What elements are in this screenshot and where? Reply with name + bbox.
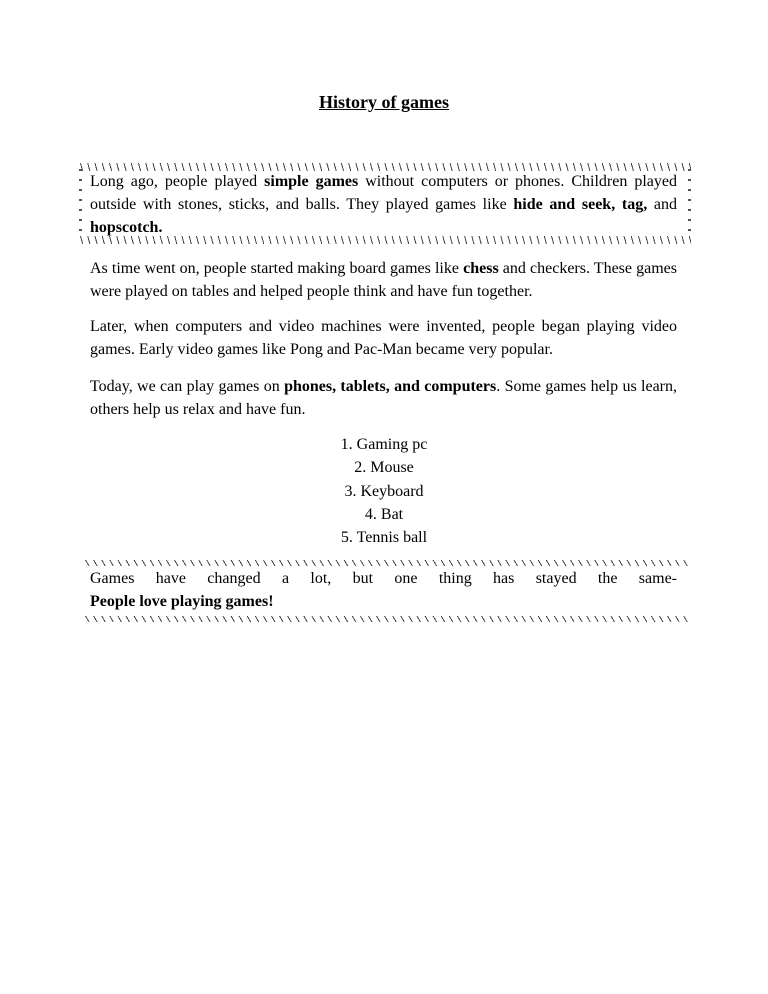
border-top <box>85 560 691 566</box>
today-bold-1: phones, tablets, and computers <box>284 378 497 395</box>
board-text-1: As time went on, people started making board games like <box>90 260 464 277</box>
today-text-2: . Some games help us learn, others help us relax and have fun. <box>90 378 678 418</box>
intro-bold-1: simple games <box>264 173 359 190</box>
border-left <box>79 169 82 236</box>
border-right <box>688 169 691 236</box>
video-games-paragraph: Later, when computers and video machines were invented, people began playing video games. Early video games like Pong and Pac-Man became very popular. <box>90 318 677 358</box>
intro-bold-3: hopscotch. <box>90 219 163 236</box>
intro-text-2: without computers or phones. Children played outside with stones, sticks, and balls. They played games like <box>90 173 678 213</box>
page-title: History of games <box>319 92 449 112</box>
closing-paragraph <box>90 567 677 613</box>
board-games-paragraph <box>90 257 677 303</box>
numbered-list <box>0 433 768 549</box>
intro-text-3: and <box>647 196 678 213</box>
today-text-1: Today, we can play games on <box>90 378 285 395</box>
closing-line-1: Games have changed a lot, but one thing has stayed the same- <box>90 570 677 587</box>
closing-line-2: People love playing games! <box>90 593 274 610</box>
list-item: 5. Tennis ball <box>340 529 428 547</box>
today-paragraph <box>90 375 677 421</box>
list-item: 4. Bat <box>364 505 404 523</box>
intro-paragraph <box>90 170 677 239</box>
list-item: 2. Mouse <box>354 459 414 477</box>
board-text-2: and checkers. These games were played on tables and helped people think and have fun together. <box>90 260 678 300</box>
list-item: 1. Gaming pc <box>340 436 428 453</box>
border-bottom <box>85 616 691 622</box>
intro-text-1: Long ago, people played <box>90 173 265 190</box>
list-item: 3. Keyboard <box>344 482 424 500</box>
intro-bold-2: hide and seek, tag, <box>513 196 648 213</box>
board-bold-1: chess <box>463 260 499 277</box>
